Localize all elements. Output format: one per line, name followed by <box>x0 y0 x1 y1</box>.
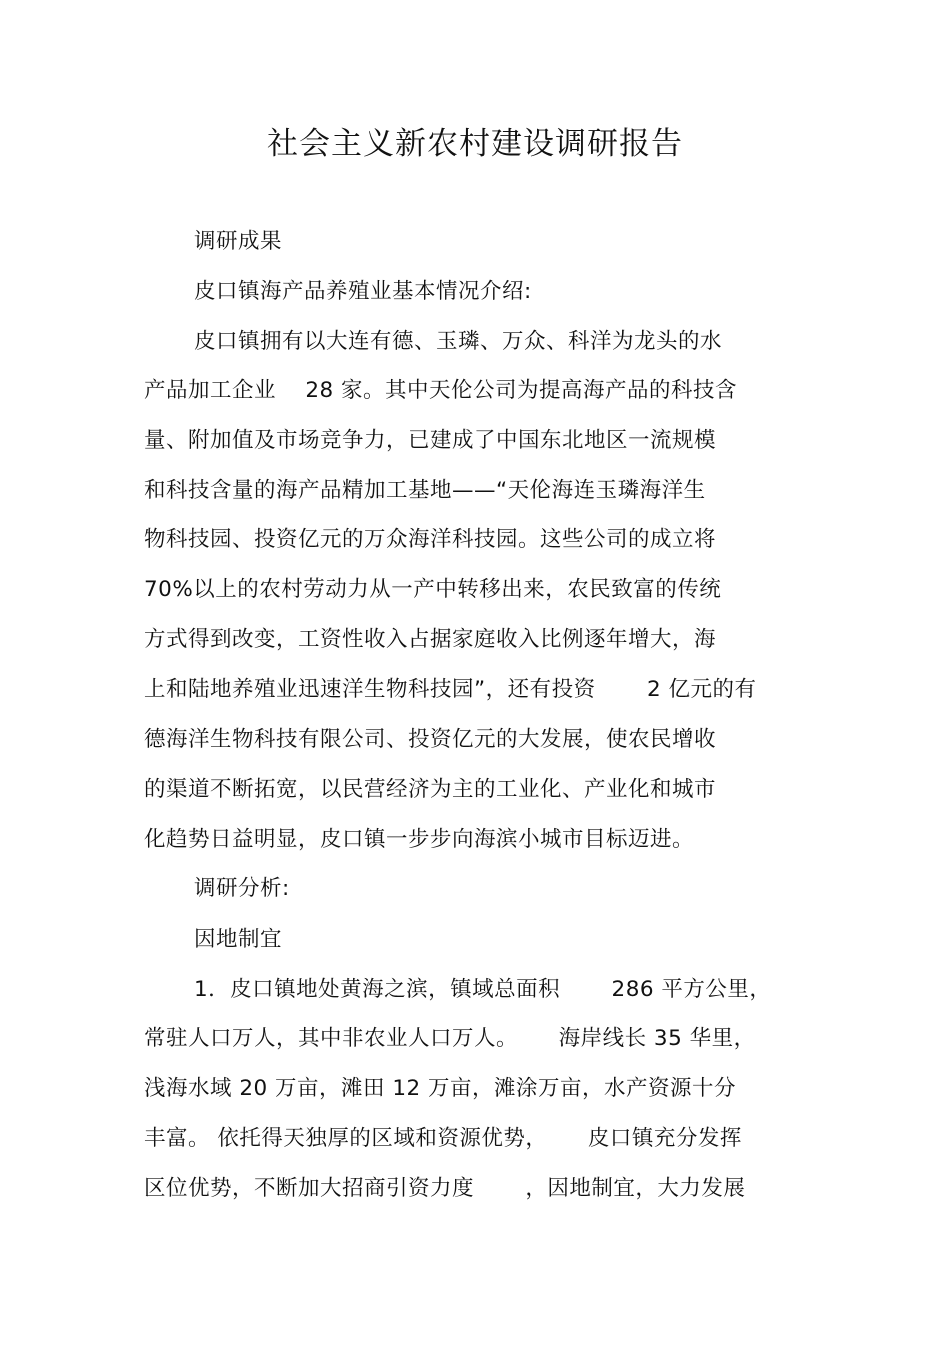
paragraph-line: 化趋势日益明显，皮口镇一步步向海滨小城市目标迈进。 <box>144 827 695 852</box>
paragraph-line: 物科技园、投资亿元的万众海洋科技园。这些公司的成立将 <box>144 527 717 552</box>
paragraph-line: 德海洋生物科技有限公司、投资亿元的大发展，使农民增收 <box>144 727 717 752</box>
document-title: 社会主义新农村建设调研报告 <box>267 126 683 162</box>
paragraph-line: 产品加工企业 28 家。其中天伦公司为提高海产品的科技含 <box>144 378 738 403</box>
paragraph-line: 和科技含量的海产品精加工基地——“天伦海连玉璘海洋生 <box>144 478 706 503</box>
paragraph-line: 皮口镇拥有以大连有德、玉璘、万众、科洋为龙头的水 <box>194 329 723 354</box>
paragraph-line: 上和陆地养殖业迅速洋生物科技园”，还有投资 2 亿元的有 <box>144 677 757 702</box>
paragraph-line: 浅海水域 20 万亩，滩田 12 万亩，滩涂万亩，水产资源十分 <box>144 1076 737 1101</box>
paragraph-line: 70%以上的农村劳动力从一产中转移出来，农民致富的传统 <box>144 577 722 602</box>
paragraph-line: 常驻人口万人，其中非农业人口万人。 海岸线长 35 华里， <box>144 1026 756 1051</box>
section-heading-analysis: 调研分析: <box>194 876 290 901</box>
paragraph-line: 丰富。 依托得天独厚的区域和资源优势， 皮口镇充分发挥 <box>144 1126 742 1151</box>
subsection-heading: 因地制宜 <box>194 927 283 952</box>
paragraph-line: 的渠道不断拓宽，以民营经济为主的工业化、产业化和城市 <box>144 777 717 802</box>
paragraph-line: 1．皮口镇地处黄海之滨，镇域总面积 286 平方公里， <box>194 977 772 1002</box>
paragraph-line: 量、附加值及市场竞争力，已建成了中国东北地区一流规模 <box>144 428 717 453</box>
paragraph-line: 皮口镇海产品养殖业基本情况介绍: <box>194 279 532 304</box>
paragraph-line: 方式得到改变，工资性收入占据家庭收入比例逐年增大，海 <box>144 627 717 652</box>
section-heading-results: 调研成果 <box>194 229 283 254</box>
paragraph-line: 区位优势，不断加大招商引资力度 ，因地制宜，大力发展 <box>144 1176 746 1201</box>
